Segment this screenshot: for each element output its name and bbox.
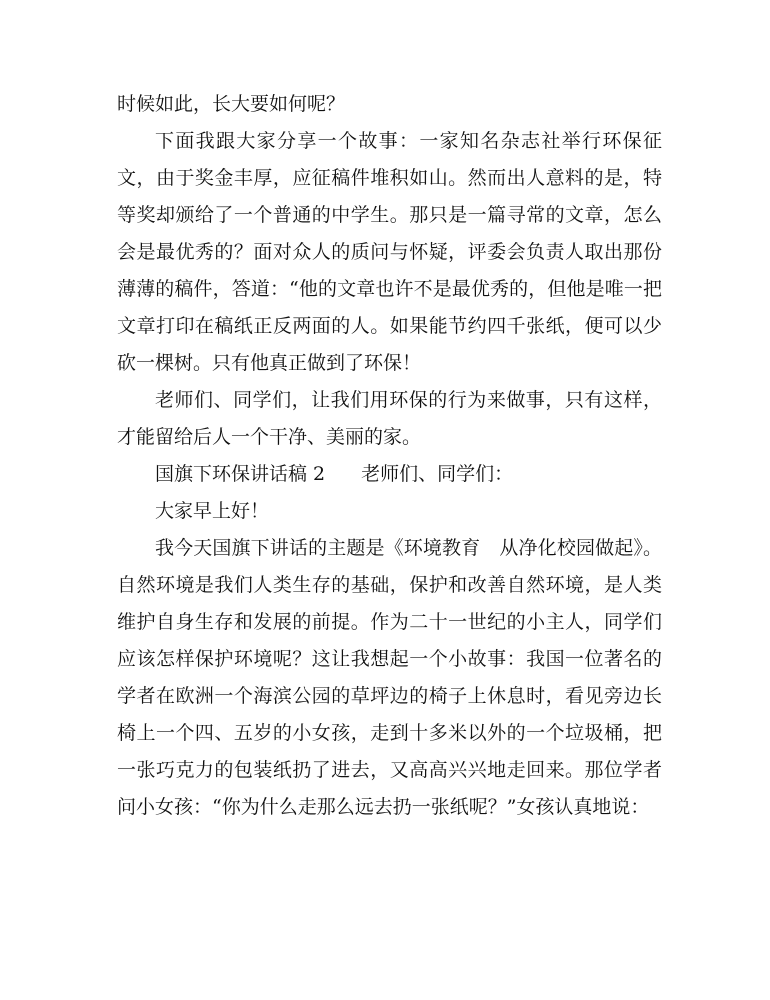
paragraph-2: 下面我跟大家分享一个故事：一家知名杂志社举行环保征文，由于奖金丰厚，应征稿件堆积如山。然而出人意料的是，特等奖却颁给了一个普通的中学生。那只是一篇寻常的文章，怎么会是最优秀的？面对众人的质问与怀疑，评委会负责人取出那份薄薄的稿件，答道：“他的文章也许不是最优秀的，但他是唯一把文章打印在稿纸正反两面的人。如果能节约四千张纸，便可以少砍一棵树。只有他真正做到了环保！ (117, 130, 662, 374)
salutation: 老师们、同学们： (361, 463, 514, 485)
document-page (117, 86, 662, 826)
section-title: 国旗下环保讲话稿 2 (155, 463, 326, 485)
section-heading-line (117, 456, 662, 493)
paragraph-1: 时候如此，长大要如何呢？ (117, 93, 346, 115)
paragraph-3: 老师们、同学们，让我们用环保的行为来做事，只有这样，才能留给后人一个干净、美丽的家。 (117, 389, 662, 448)
paragraph-4: 我今天国旗下讲话的主题是《环境教育 从净化校园做起》。 自然环境是我们人类生存的基础，保护和改善自然环境，是人类维护自身生存和发展的前提。作为二十一世纪的小主人，同学们应该怎样保护环境呢？这让我想起一个小故事：我国一位著名的学者在欧洲一个海滨公园的草坪边的椅子上休息时，看见旁边长椅上一个四、五岁的小女孩，走到十多米以外的一个垃圾桶，把一张巧克力的包装纸扔了进去，又高高兴兴地走回来。那位学者问小女孩：“你为什么走那么远去扔一张纸呢？”女孩认真地说： (117, 537, 662, 818)
greeting: 大家早上好！ (155, 500, 270, 522)
